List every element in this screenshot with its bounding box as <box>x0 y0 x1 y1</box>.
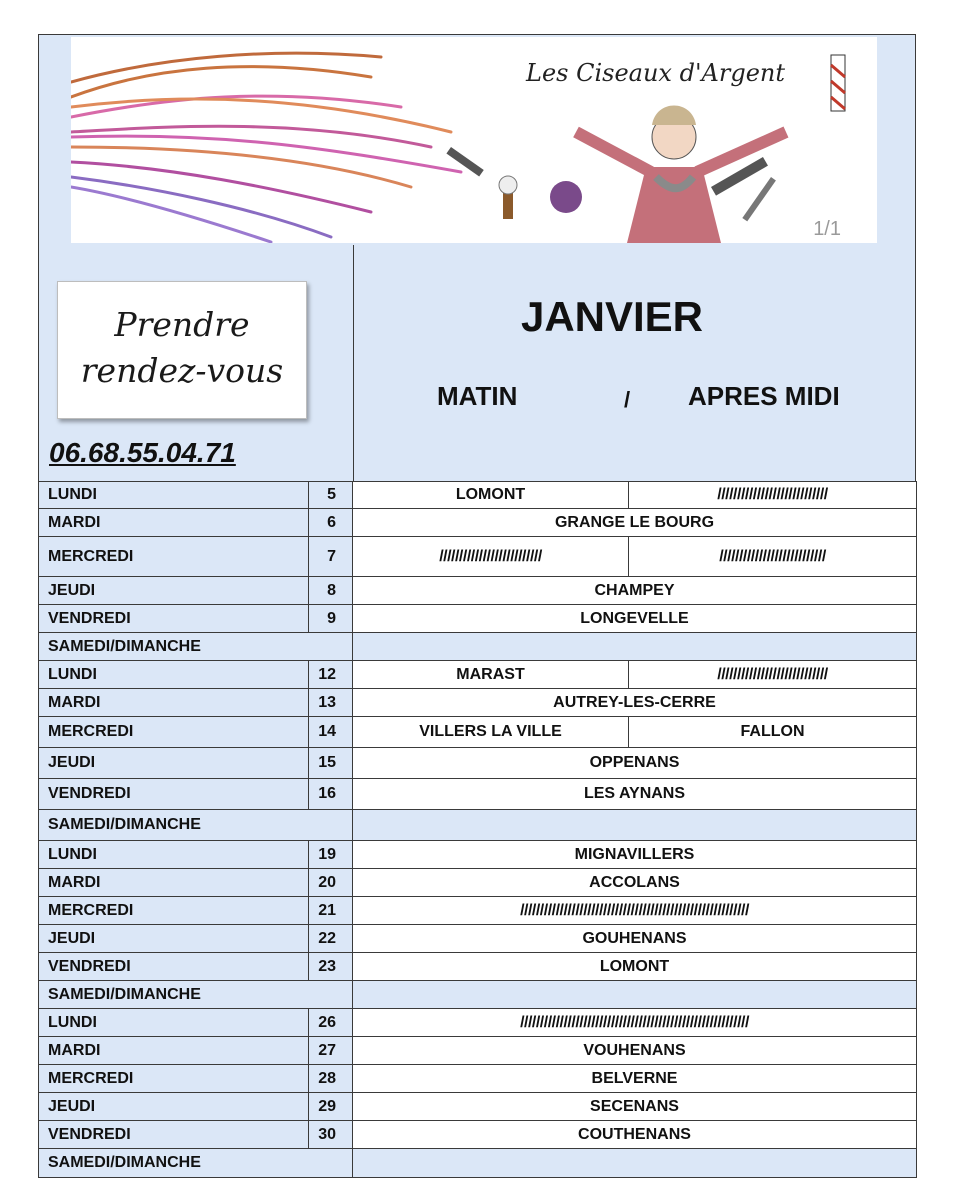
schedule-row <box>39 605 917 633</box>
day-number <box>309 981 353 1009</box>
day-name: JEUDI <box>39 925 309 953</box>
day-number: 15 <box>309 748 353 779</box>
day-number: 8 <box>309 577 353 605</box>
day-name: MARDI <box>39 509 309 537</box>
day-name: SAMEDI/DIMANCHE <box>39 1149 309 1178</box>
schedule-row <box>39 1093 917 1121</box>
day-name: SAMEDI/DIMANCHE <box>39 810 309 841</box>
day-number: 5 <box>309 482 353 509</box>
schedule-row <box>39 810 917 841</box>
day-number: 6 <box>309 509 353 537</box>
schedule-row <box>39 1065 917 1093</box>
weekend-blank <box>353 810 917 841</box>
day-name: MERCREDI <box>39 717 309 748</box>
schedule-table <box>38 481 917 1178</box>
morning-location: MARAST <box>353 661 629 689</box>
day-name: LUNDI <box>39 1009 309 1037</box>
day-number: 14 <box>309 717 353 748</box>
day-number <box>309 810 353 841</box>
schedule-row <box>39 869 917 897</box>
day-name: MARDI <box>39 869 309 897</box>
morning-location: VILLERS LA VILLE <box>353 717 629 748</box>
day-number: 9 <box>309 605 353 633</box>
day-number: 16 <box>309 779 353 810</box>
day-name: VENDREDI <box>39 1121 309 1149</box>
character-figure <box>576 106 786 244</box>
afternoon-location: FALLON <box>629 717 917 748</box>
schedule-row <box>39 509 917 537</box>
brand-logo: Les Ciseaux d'Argent <box>526 59 786 87</box>
cta-line-2: rendez-vous <box>80 351 284 390</box>
day-name: LUNDI <box>39 661 309 689</box>
schedule-row <box>39 1037 917 1065</box>
morning-location: LOMONT <box>353 482 629 509</box>
page-indicator: 1/1 <box>813 218 841 240</box>
day-name: JEUDI <box>39 577 309 605</box>
weekend-blank <box>353 633 917 661</box>
afternoon-label: APRES MIDI <box>688 381 840 411</box>
day-name: SAMEDI/DIMANCHE <box>39 981 309 1009</box>
day-name: MERCREDI <box>39 897 309 925</box>
schedule-row <box>39 577 917 605</box>
afternoon-location: //////////////////////////// <box>629 482 917 509</box>
day-number: 27 <box>309 1037 353 1065</box>
schedule-row <box>39 953 917 981</box>
day-number: 23 <box>309 953 353 981</box>
appointment-button[interactable] <box>57 281 307 419</box>
day-name: VENDREDI <box>39 605 309 633</box>
day-location: LES AYNANS <box>353 779 917 810</box>
phone-number[interactable]: 06.68.55.04.71 <box>49 437 236 468</box>
day-number: 28 <box>309 1065 353 1093</box>
schedule-row <box>39 661 917 689</box>
cta-line-1: Prendre <box>114 305 250 344</box>
day-location: SECENANS <box>353 1093 917 1121</box>
day-number: 12 <box>309 661 353 689</box>
day-number: 29 <box>309 1093 353 1121</box>
day-location: CHAMPEY <box>353 577 917 605</box>
schedule-row <box>39 689 917 717</box>
weekend-blank <box>353 981 917 1009</box>
day-number: 21 <box>309 897 353 925</box>
schedule-row <box>39 981 917 1009</box>
day-name: VENDREDI <box>39 953 309 981</box>
day-location: AUTREY-LES-CERRE <box>353 689 917 717</box>
day-number: 30 <box>309 1121 353 1149</box>
day-number: 22 <box>309 925 353 953</box>
booking-panel <box>39 245 354 481</box>
day-location: ////////////////////////////////////////////////////////// <box>353 1009 917 1037</box>
schedule-header <box>38 245 916 482</box>
day-name: MERCREDI <box>39 537 309 577</box>
day-name: MARDI <box>39 689 309 717</box>
day-location: MIGNAVILLERS <box>353 841 917 869</box>
schedule-row <box>39 841 917 869</box>
day-number: 7 <box>309 537 353 577</box>
day-location: LOMONT <box>353 953 917 981</box>
day-location: LONGEVELLE <box>353 605 917 633</box>
day-location: ////////////////////////////////////////////////////////// <box>353 897 917 925</box>
schedule-row <box>39 748 917 779</box>
day-number: 20 <box>309 869 353 897</box>
day-location: ACCOLANS <box>353 869 917 897</box>
day-name: VENDREDI <box>39 779 309 810</box>
day-name: JEUDI <box>39 748 309 779</box>
day-name: LUNDI <box>39 482 309 509</box>
schedule-row <box>39 537 917 577</box>
morning-location: ////////////////////////// <box>353 537 629 577</box>
day-location: COUTHENANS <box>353 1121 917 1149</box>
day-name: JEUDI <box>39 1093 309 1121</box>
day-location: BELVERNE <box>353 1065 917 1093</box>
schedule-row <box>39 897 917 925</box>
weekend-blank <box>353 1149 917 1178</box>
day-number: 19 <box>309 841 353 869</box>
day-name: SAMEDI/DIMANCHE <box>39 633 309 661</box>
month-title: JANVIER <box>520 293 704 340</box>
banner-image <box>71 37 877 243</box>
day-location: GOUHENANS <box>353 925 917 953</box>
schedule-row <box>39 717 917 748</box>
schedule-row <box>39 779 917 810</box>
day-number <box>309 1149 353 1178</box>
day-location: VOUHENANS <box>353 1037 917 1065</box>
schedule-row <box>39 633 917 661</box>
day-name: MARDI <box>39 1037 309 1065</box>
schedule-row <box>39 1121 917 1149</box>
banner <box>38 34 916 247</box>
schedule-row <box>39 925 917 953</box>
schedule-row <box>39 1149 917 1178</box>
day-number: 13 <box>309 689 353 717</box>
morning-label: MATIN <box>437 381 518 411</box>
day-number <box>309 633 353 661</box>
afternoon-location: /////////////////////////// <box>629 537 917 577</box>
afternoon-location: //////////////////////////// <box>629 661 917 689</box>
schedule-row <box>39 1009 917 1037</box>
day-location: OPPENANS <box>353 748 917 779</box>
schedule-row <box>39 482 917 509</box>
shift-separator: / <box>624 387 631 412</box>
day-name: LUNDI <box>39 841 309 869</box>
day-location: GRANGE LE BOURG <box>353 509 917 537</box>
day-name: MERCREDI <box>39 1065 309 1093</box>
day-number: 26 <box>309 1009 353 1037</box>
